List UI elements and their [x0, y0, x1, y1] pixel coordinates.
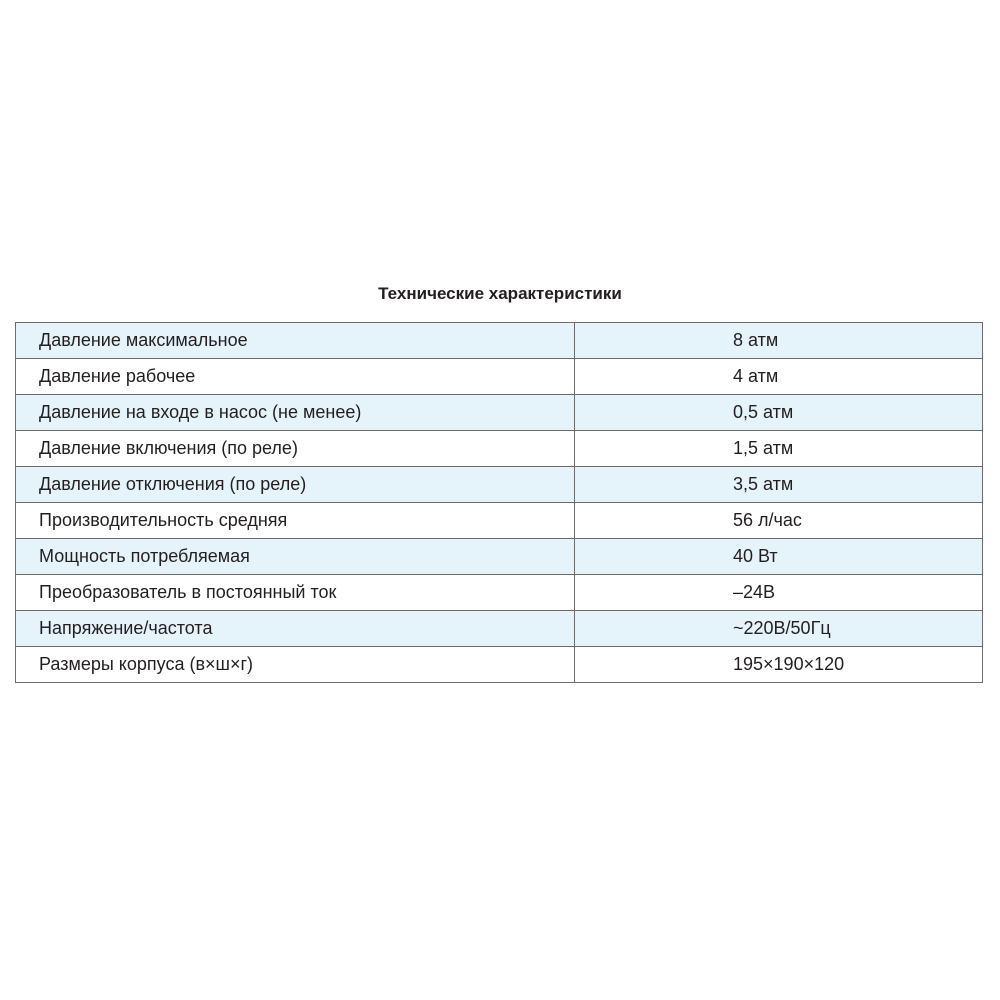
param-cell: Давление рабочее — [16, 359, 575, 395]
value-cell: 56 л/час — [575, 503, 983, 539]
param-cell: Давление максимальное — [16, 323, 575, 359]
value-cell: –24В — [575, 575, 983, 611]
table-row — [16, 323, 983, 359]
param-cell: Давление включения (по реле) — [16, 431, 575, 467]
table-row — [16, 611, 983, 647]
value-cell: 195×190×120 — [575, 647, 983, 683]
value-cell: 1,5 атм — [575, 431, 983, 467]
value-cell: 8 атм — [575, 323, 983, 359]
spec-table — [15, 322, 983, 683]
table-row — [16, 359, 983, 395]
param-cell: Производительность средняя — [16, 503, 575, 539]
param-cell: Напряжение/частота — [16, 611, 575, 647]
table-row — [16, 431, 983, 467]
param-cell: Мощность потребляемая — [16, 539, 575, 575]
table-row — [16, 395, 983, 431]
value-cell: 4 атм — [575, 359, 983, 395]
value-cell: 3,5 атм — [575, 467, 983, 503]
table-row — [16, 539, 983, 575]
table-row — [16, 575, 983, 611]
table-row — [16, 467, 983, 503]
param-cell: Давление отключения (по реле) — [16, 467, 575, 503]
table-row — [16, 647, 983, 683]
value-cell: ~220В/50Гц — [575, 611, 983, 647]
page-title: Технические характеристики — [378, 284, 622, 303]
value-cell: 40 Вт — [575, 539, 983, 575]
param-cell: Преобразователь в постоянный ток — [16, 575, 575, 611]
param-cell: Давление на входе в насос (не менее) — [16, 395, 575, 431]
param-cell: Размеры корпуса (в×ш×г) — [16, 647, 575, 683]
value-cell: 0,5 атм — [575, 395, 983, 431]
table-row — [16, 503, 983, 539]
